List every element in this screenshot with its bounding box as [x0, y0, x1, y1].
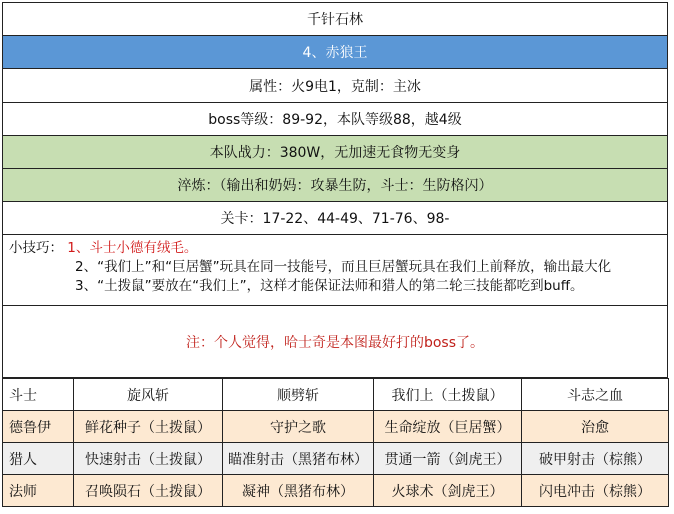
skill-table: [2, 378, 669, 507]
tip-item-1: 1、斗士小德有绒毛。: [67, 240, 198, 256]
table-row: [3, 475, 669, 507]
table-cell: 斗志之血: [522, 379, 669, 411]
table-row: [3, 443, 669, 475]
table-cell: 顺劈斩: [223, 379, 374, 411]
table-cell: 闪电冲击（棕熊）: [522, 475, 669, 507]
attributes-row: [2, 69, 668, 103]
table-cell: 鲜花种子（土拨鼠）: [74, 411, 223, 443]
tip-item-3: 3、“土拨鼠”要放在“我们上”，这样才能保证法师和猎人的第二轮三技能都吃到buff。: [75, 278, 584, 294]
tips-first-line: [9, 239, 611, 258]
tips-row: [2, 235, 668, 306]
title-row: [2, 2, 668, 36]
table-cell: 斗士: [3, 379, 74, 411]
levels-row: [2, 202, 668, 235]
table-cell: 快速射击（土拨鼠）: [74, 443, 223, 475]
levels-text: 关卡：17-22、44-49、71-76、98-: [220, 211, 450, 227]
table-cell: 守护之歌: [223, 411, 374, 443]
table-row: [3, 411, 669, 443]
table-cell: 猎人: [3, 443, 74, 475]
attributes-text: 属性：火9电1，克制：主冰: [249, 78, 421, 95]
table-cell: 贯通一箭（剑虎王）: [374, 443, 522, 475]
refine-text: 淬炼：（输出和奶妈：攻暴生防，斗士：生防格闪）: [177, 178, 493, 194]
stage-name: 4、赤狼王: [302, 45, 368, 61]
page-title: 千针石林: [307, 12, 363, 28]
tip-item-2: 2、“我们上”和“巨居蟹”玩具在同一技能号，而且巨居蟹玩具在我们上前释放，输出最大化: [75, 259, 612, 275]
refine-row: [2, 169, 668, 202]
table-cell: 召唤陨石（土拨鼠）: [74, 475, 223, 507]
table-cell: 德鲁伊: [3, 411, 74, 443]
table-cell: 火球术（剑虎王）: [374, 475, 522, 507]
skill-table-header-row: [3, 379, 669, 411]
table-cell: 破甲射击（棕熊）: [522, 443, 669, 475]
boss-level-text: boss等级：89-92，本队等级88，越4级: [208, 112, 462, 128]
table-cell: 法师: [3, 475, 74, 507]
table-cell: 生命绽放（巨居蟹）: [374, 411, 522, 443]
table-cell: 瞄准射击（黑猪布林）: [223, 443, 374, 475]
team-power-text: 本队战力：380W，无加速无食物无变身: [209, 145, 461, 161]
tips-block: [3, 235, 611, 296]
table-cell: 凝神（黑猪布林）: [223, 475, 374, 507]
note-row: [2, 306, 668, 378]
table-cell: 旋风斩: [74, 379, 223, 411]
tips-label: 小技巧：: [9, 240, 63, 256]
stage-row: [2, 36, 668, 69]
note-text: 注：个人觉得，哈士奇是本图最好打的boss了。: [185, 334, 485, 351]
team-power-row: [2, 136, 668, 169]
table-cell: 我们上（土拨鼠）: [374, 379, 522, 411]
boss-level-row: [2, 103, 668, 136]
table-cell: 治愈: [522, 411, 669, 443]
